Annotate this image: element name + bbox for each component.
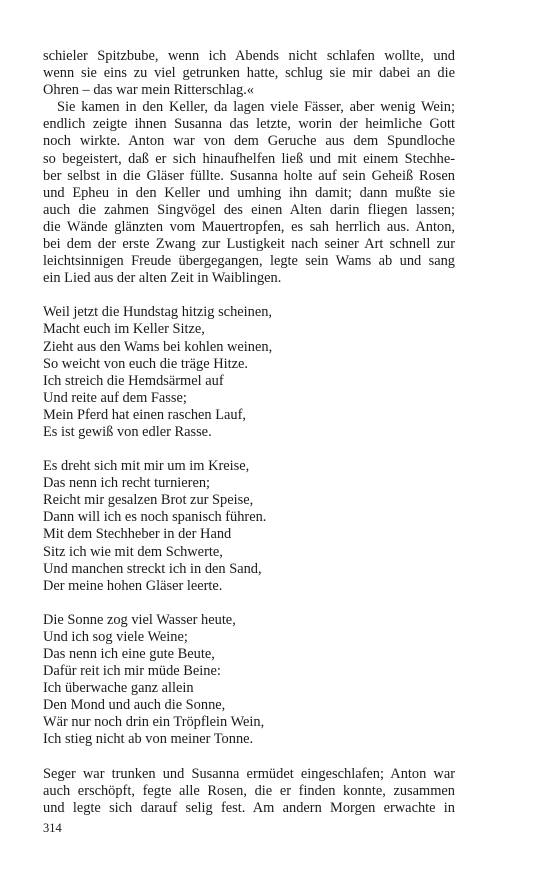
text-line: und legte sich darauf selig fest. Am andern Morgen erwachte in (43, 799, 455, 816)
prose-block-top (43, 48, 455, 287)
poem-verse: Zieht aus den Wams bei kohlen weinen, (43, 338, 273, 355)
text-line: so begeistert, daß er sich hinaufhelfen ließ und mit einem Stechhe- (43, 150, 455, 167)
poem-stanza (43, 612, 455, 749)
poem-verse: Die Sonne zog viel Wasser heute, (43, 611, 236, 628)
text-line: auch die zahmen Singvögel des einen Alten darin fliegen lassen; (43, 201, 455, 218)
text-line: die Wände glänzten vom Mauertropfen, es sah herrlich aus. Anton, (43, 218, 455, 235)
poem-verse: Ich überwache ganz allein (43, 680, 194, 697)
poem-verse: Den Mond und auch die Sonne, (43, 697, 226, 714)
page-number: 314 (43, 821, 62, 835)
poem-verse: Das nenn ich eine gute Beute, (43, 646, 215, 662)
text-line: und Epheu in den Keller und umhing ihn damit; dann mußte sie (43, 184, 455, 201)
text-line: auch erschöpft, fegte alle Rosen, die er finden konnte, zusammen (43, 782, 455, 799)
text-line: ber selbst in die Gläser füllte. Susanna holte auf sein Geheiß Rosen (43, 167, 455, 184)
poem-verse: Und reite auf dem Fasse; (43, 389, 187, 406)
poem-verse: Es dreht sich mit mir um im Kreise, (43, 458, 250, 475)
poem-verse: Ich stieg nicht ab von meiner Tonne. (43, 731, 254, 748)
poem-verse: Wär nur noch drin ein Tröpflein Wein, (43, 714, 265, 731)
poem-stanza (43, 304, 455, 441)
prose-block-bottom (43, 766, 455, 817)
text-line: leichtsinnigen Freude übergegangen, legte sein Wams ab und sang (43, 253, 455, 270)
poem-verse: Sitz ich wie mit dem Schwerte, (43, 543, 223, 560)
poem-verse: Und manchen streckt ich in den Sand, (43, 560, 262, 577)
poem-verse: Reicht mir gesalzen Brot zur Speise, (43, 492, 254, 509)
poem-verse: Weil jetzt die Hundstag hitzig scheinen, (43, 304, 273, 321)
book-page (43, 48, 455, 817)
text-line: Seger war trunken und Susanna ermüdet eingeschlafen; Anton war (43, 765, 455, 782)
poem-verse: Und ich sog viele Weine; (43, 628, 188, 645)
text-line: wenn sie eins zu viel getrunken hatte, schlug sie mir dabei an die (43, 65, 455, 82)
poem-verse: So weicht von euch die träge Hitze. (43, 355, 248, 372)
text-line: endlich zeigte ihnen Susanna das letzte, worin der heimliche Gott (43, 116, 455, 133)
poem-stanza (43, 458, 455, 595)
text-line: Sie kamen in den Keller, da lagen viele Fässer, aber wenig Wein; (57, 99, 455, 116)
poem-verse: Das nenn ich recht turnieren; (43, 475, 211, 492)
poem (43, 304, 455, 748)
poem-verse: Mit dem Stechheber in der Hand (43, 526, 232, 543)
text-line: Ohren – das war mein Ritterschlag.« (43, 82, 255, 99)
poem-verse: Der meine hohen Gläser leerte. (43, 577, 223, 594)
poem-verse: Dann will ich es noch spanisch führen. (43, 509, 267, 526)
text-line: bei dem der erste Zwang zur Lustigkeit nach seiner Art schnell zur (43, 236, 455, 253)
poem-verse: Macht euch im Keller Sitze, (43, 321, 205, 338)
text-line: noch wirkte. Anton war von dem Geruche aus dem Spundloche (43, 133, 455, 150)
poem-verse: Ich streich die Hemdsärmel auf (43, 372, 224, 389)
text-line: schieler Spitzbube, wenn ich Abends nicht schlafen wollte, und (43, 48, 455, 64)
poem-verse: Dafür reit ich mir müde Beine: (43, 663, 221, 680)
poem-verse: Es ist gewiß von edler Rasse. (43, 423, 212, 440)
poem-verse: Mein Pferd hat einen raschen Lauf, (43, 406, 246, 423)
text-line: ein Lied aus der alten Zeit in Waiblingen. (43, 270, 282, 287)
